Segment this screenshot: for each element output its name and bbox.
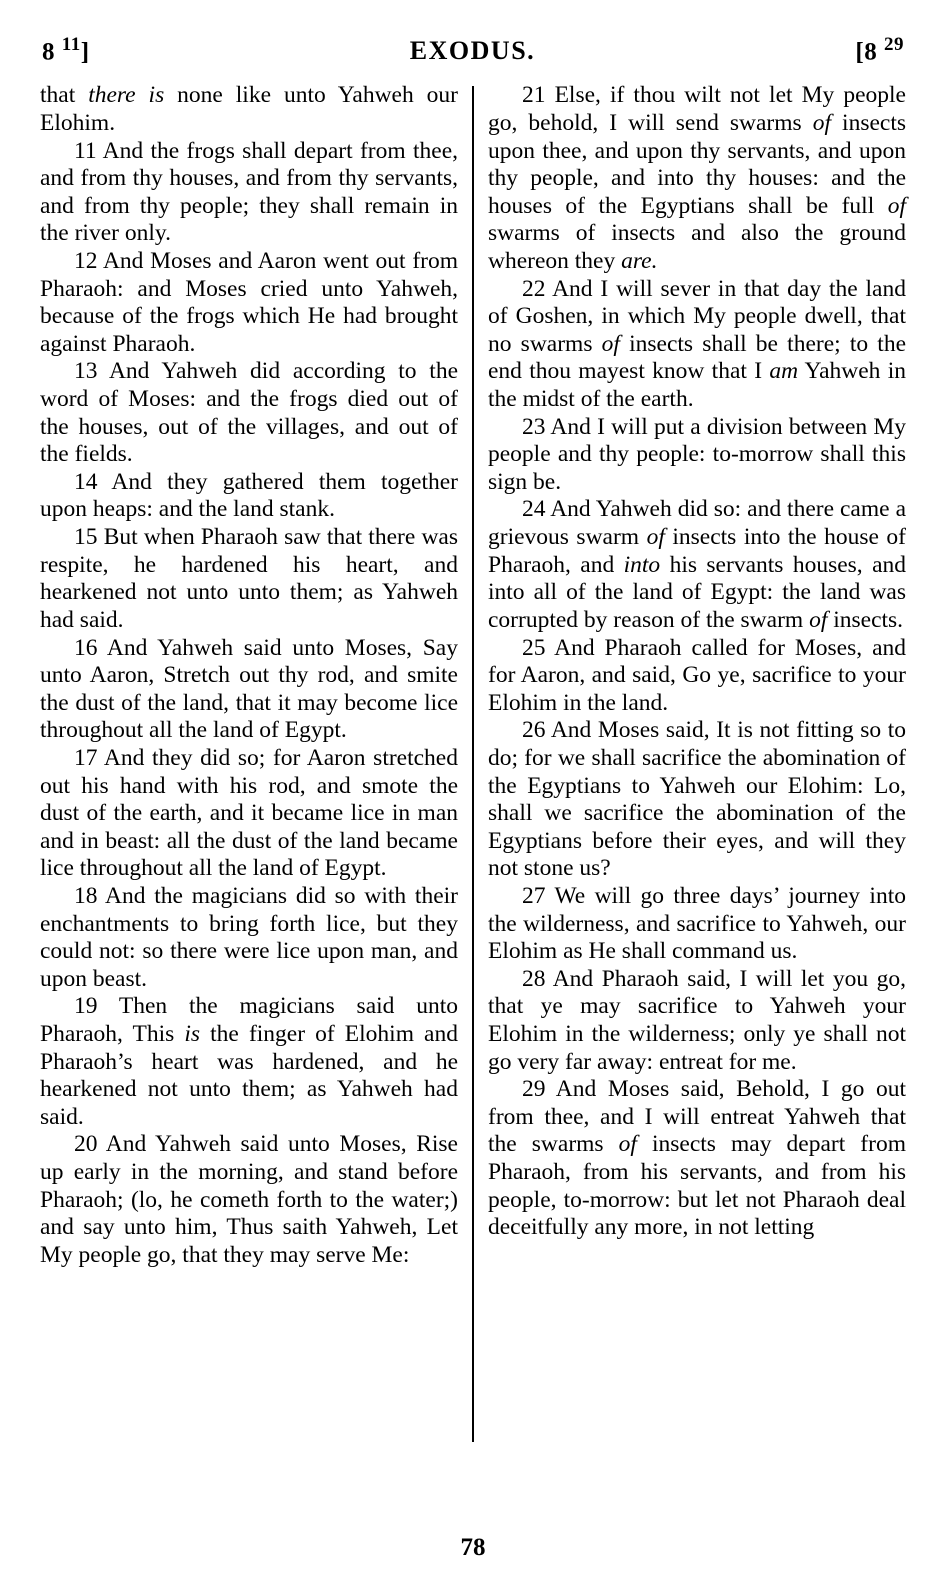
verse-paragraph: 22 And I will sever in that day the land of Goshen, in which My people dwell, that no swarms of insects shall be there; to the end thou mayest know that I am Yahweh in the midst of the earth. <box>488 275 907 413</box>
verse-paragraph: 28 And Pharaoh said, I will let you go, that ye may sacrifice to Yahweh your Elohim in the wilderness; only ye shall not go very far away: entreat for me. <box>488 965 906 1075</box>
verse-paragraph: 24 And Yahweh did so: and there came a grievous swarm of insects into the house of Pharaoh, and into his servants houses, and into all of the land of Egypt: the land was corrupted by reason of the swarm of insects. <box>488 496 906 633</box>
verse-paragraph: 16 And Yahweh said unto Moses, Say unto Aaron, Stretch out thy rod, and smite the dust of the land, that it may become lice throughout all the land of Egypt. <box>40 634 458 744</box>
header-left-chapter: 8 <box>42 38 55 66</box>
page-header <box>40 34 906 66</box>
header-right-verse: 29 <box>884 34 904 55</box>
verse-paragraph: 11 And the frogs shall depart from thee, and from thy houses, and from thy servants, and from thy people; they shall remain in the river only. <box>40 137 458 247</box>
verse-paragraph: that there is none like unto Yahweh our Elohim. <box>40 82 458 136</box>
text-columns <box>40 82 906 1269</box>
verse-paragraph: 25 And Pharaoh called for Moses, and for Aaron, and said, Go ye, sacrifice to your Elohim in the land. <box>488 634 906 716</box>
verse-paragraph: 26 And Moses said, It is not fitting so to do; for we shall sacrifice the abomination of the Egyptians to Yahweh our Elohim: Lo, shall we sacrifice the abomination of the Egyptians before their eyes, and will they not stone us? <box>488 717 906 882</box>
verse-paragraph: 20 And Yahweh said unto Moses, Rise up early in the morning, and stand before Pharaoh; (lo, he cometh forth to the water;) and say unto him, Thus saith Yahweh, Let My people go, that they may serve Me: <box>40 1131 458 1268</box>
verse-paragraph: 12 And Moses and Aaron went out from Pharaoh: and Moses cried unto Yahweh, because of the frogs which He had brought against Pharaoh. <box>40 247 458 357</box>
column-divider <box>472 86 474 1442</box>
verse-paragraph: 27 We will go three days’ journey into the wilderness, and sacrifice to Yahweh, our Elohim as He shall command us. <box>488 883 906 965</box>
verse-paragraph: 17 And they did so; for Aaron stretched out his hand with his rod, and smote the dust of the earth, and it became lice in man and in beast: all the dust of the land became lice throughout all the land of Egypt. <box>40 744 458 882</box>
verse-paragraph: 29 And Moses said, Behold, I go out from thee, and I will entreat Yahweh that the swarms of insects may depart from Pharaoh, from his servants, and from his people, to-morrow: but let not Pharaoh deal deceitfully any more, in not letting <box>488 1076 906 1241</box>
verse-paragraph: 15 But when Pharaoh saw that there was respite, he hardened his heart, and hearkened not unto unto them; as Yahweh had said. <box>40 524 458 633</box>
book-title: EXODUS. <box>409 36 536 66</box>
verse-paragraph: 18 And the magicians did so with their enchantments to bring forth lice, but they could not: so there were lice upon man, and upon beast. <box>40 883 458 992</box>
header-left-reference <box>42 34 90 66</box>
verse-paragraph: 23 And I will put a division between My people and thy people: to-morrow shall this sign be. <box>488 413 906 495</box>
verse-paragraph: 13 And Yahweh did according to the word of Moses: and the frogs died out of the houses, out of the villages, and out of the fields. <box>40 358 458 468</box>
right-text-column <box>488 82 906 1242</box>
verse-paragraph: 14 And they gathered them together upon heaps: and the land stank. <box>40 468 458 523</box>
header-right-bracket-chapter: [8 <box>855 38 878 66</box>
verse-paragraph: 21 Else, if thou wilt not let My people go, behold, I will send swarms of insects upon thee, and upon thy servants, and upon thy people, and into thy houses: and the houses of the Egyptians shall be full of swarms of insects and also the ground whereon they are. <box>488 82 906 274</box>
page-number: 78 <box>460 1534 486 1561</box>
header-left-verse: 11 <box>61 34 81 55</box>
header-right-reference <box>855 34 904 66</box>
header-left-bracket: ] <box>80 38 90 66</box>
left-text-column <box>40 82 458 1269</box>
verse-paragraph: 19 Then the magicians said unto Pharaoh, This is the finger of Elohim and Pharaoh’s heart was hardened, and he hearkened not unto them; as Yahweh had said. <box>40 993 458 1130</box>
